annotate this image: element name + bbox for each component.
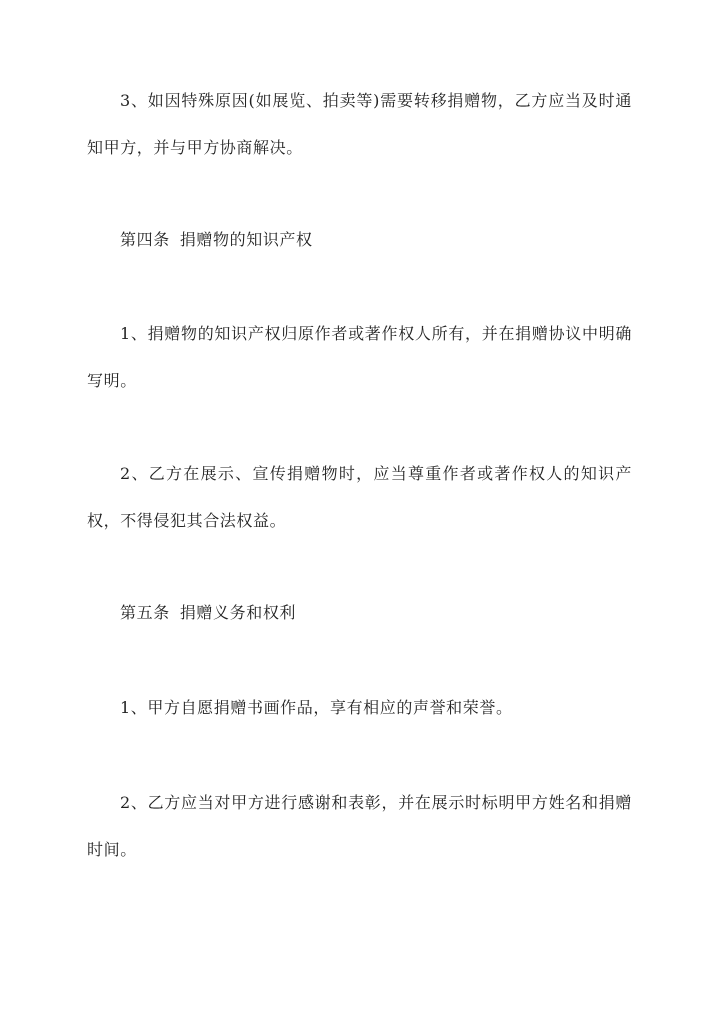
section-heading-article-4 — [120, 228, 313, 252]
paragraph-ip-ownership: 1、捐赠物的知识产权归原作者或著作权人所有，并在捐赠协议中明确写明。 — [87, 324, 632, 390]
article-title: 捐赠物的知识产权 — [179, 230, 313, 249]
section-heading-article-5 — [120, 601, 296, 625]
article-title: 捐赠义务和权利 — [179, 603, 297, 622]
paragraph-transfer-notice: 3、如因特殊原因(如展览、拍卖等)需要转移捐赠物，乙方应当及时通知甲方，并与甲方协商解决。 — [87, 91, 632, 157]
paragraph-recipient-thanks: 2、乙方应当对甲方进行感谢和表彰，并在展示时标明甲方姓名和捐赠时间。 — [87, 793, 632, 859]
paragraph-ip-respect: 2、乙方在展示、宣传捐赠物时，应当尊重作者或著作权人的知识产权，不得侵犯其合法权益。 — [87, 464, 632, 530]
article-number: 第四条 — [120, 230, 170, 249]
article-number: 第五条 — [120, 603, 170, 622]
paragraph-donor-honor: 1、甲方自愿捐赠书画作品，享有相应的声誉和荣誉。 — [120, 698, 513, 717]
